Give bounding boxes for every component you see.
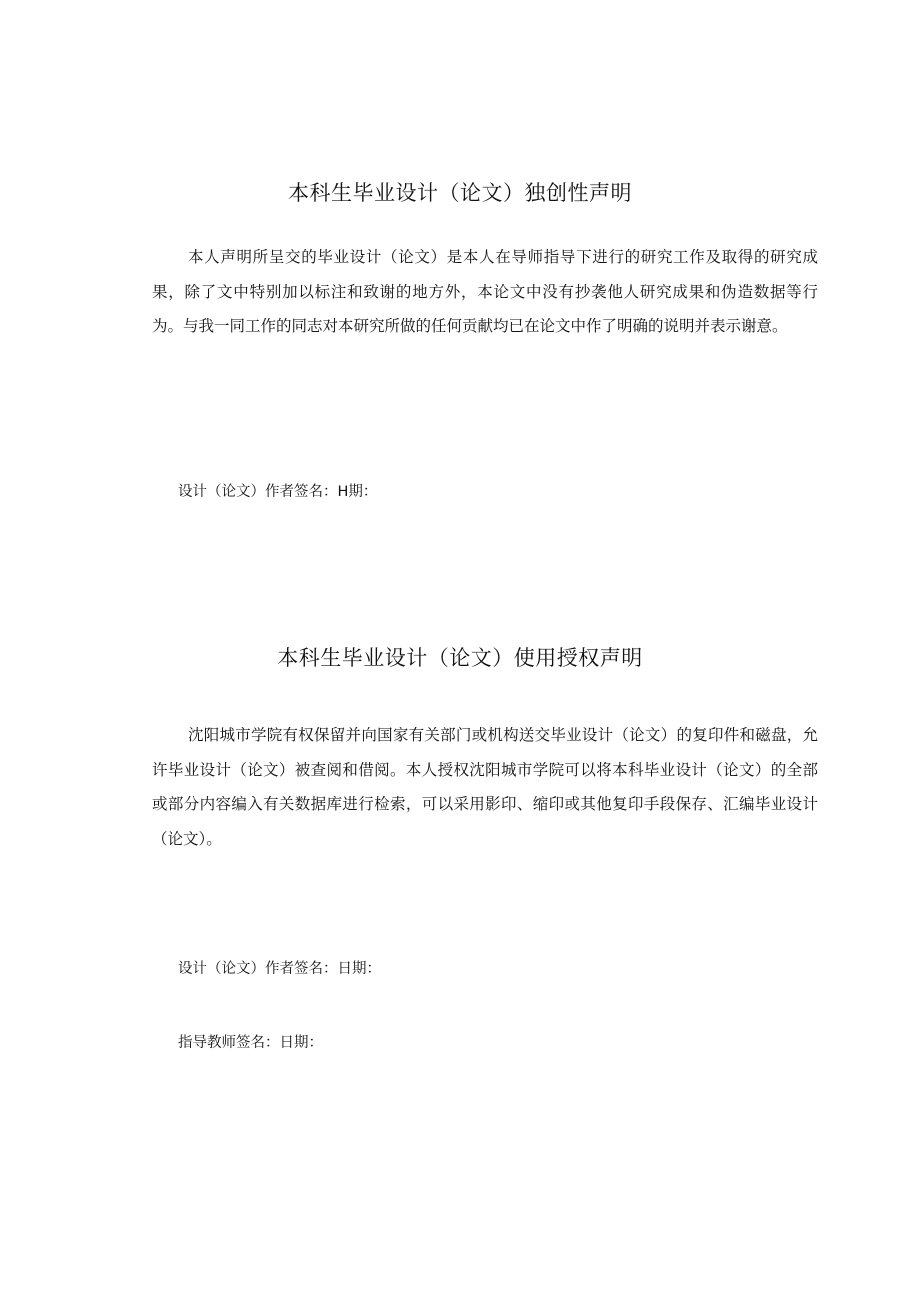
authorization-statement-title: 本科生毕业设计（论文）使用授权声明 <box>277 646 643 670</box>
authorization-statement-body: 沈阳城市学院有权保留并向国家有关部门或机构送交毕业设计（论文）的复印件和磁盘，允许毕业设计（论文）被查阅和借阅。本人授权沈阳城市学院可以将本科毕业设计（论文）的全部或部分内容编入有关数据库进行检索，可以采用影印、缩印或其他复印手段保存、汇编毕业设计（论文）。 <box>152 726 818 848</box>
authorization-author-signature-line: 设计（论文）作者签名：日期： <box>178 961 381 977</box>
authorization-advisor-signature-line: 指导教师签名：日期： <box>178 1035 323 1051</box>
originality-statement-body: 本人声明所呈交的毕业设计（论文）是本人在导师指导下进行的研究工作及取得的研究成果，除了文中特别加以标注和致谢的地方外，本论文中没有抄袭他人研究成果和伪造数据等行为。与我一同工作的同志对本研究所做的任何贡献均已在论文中作了明确的说明并表示谢意。 <box>152 248 818 335</box>
originality-statement-title: 本科生毕业设计（论文）独创性声明 <box>288 181 632 205</box>
originality-signature-line: 设计（论文）作者签名：H期： <box>178 484 378 500</box>
